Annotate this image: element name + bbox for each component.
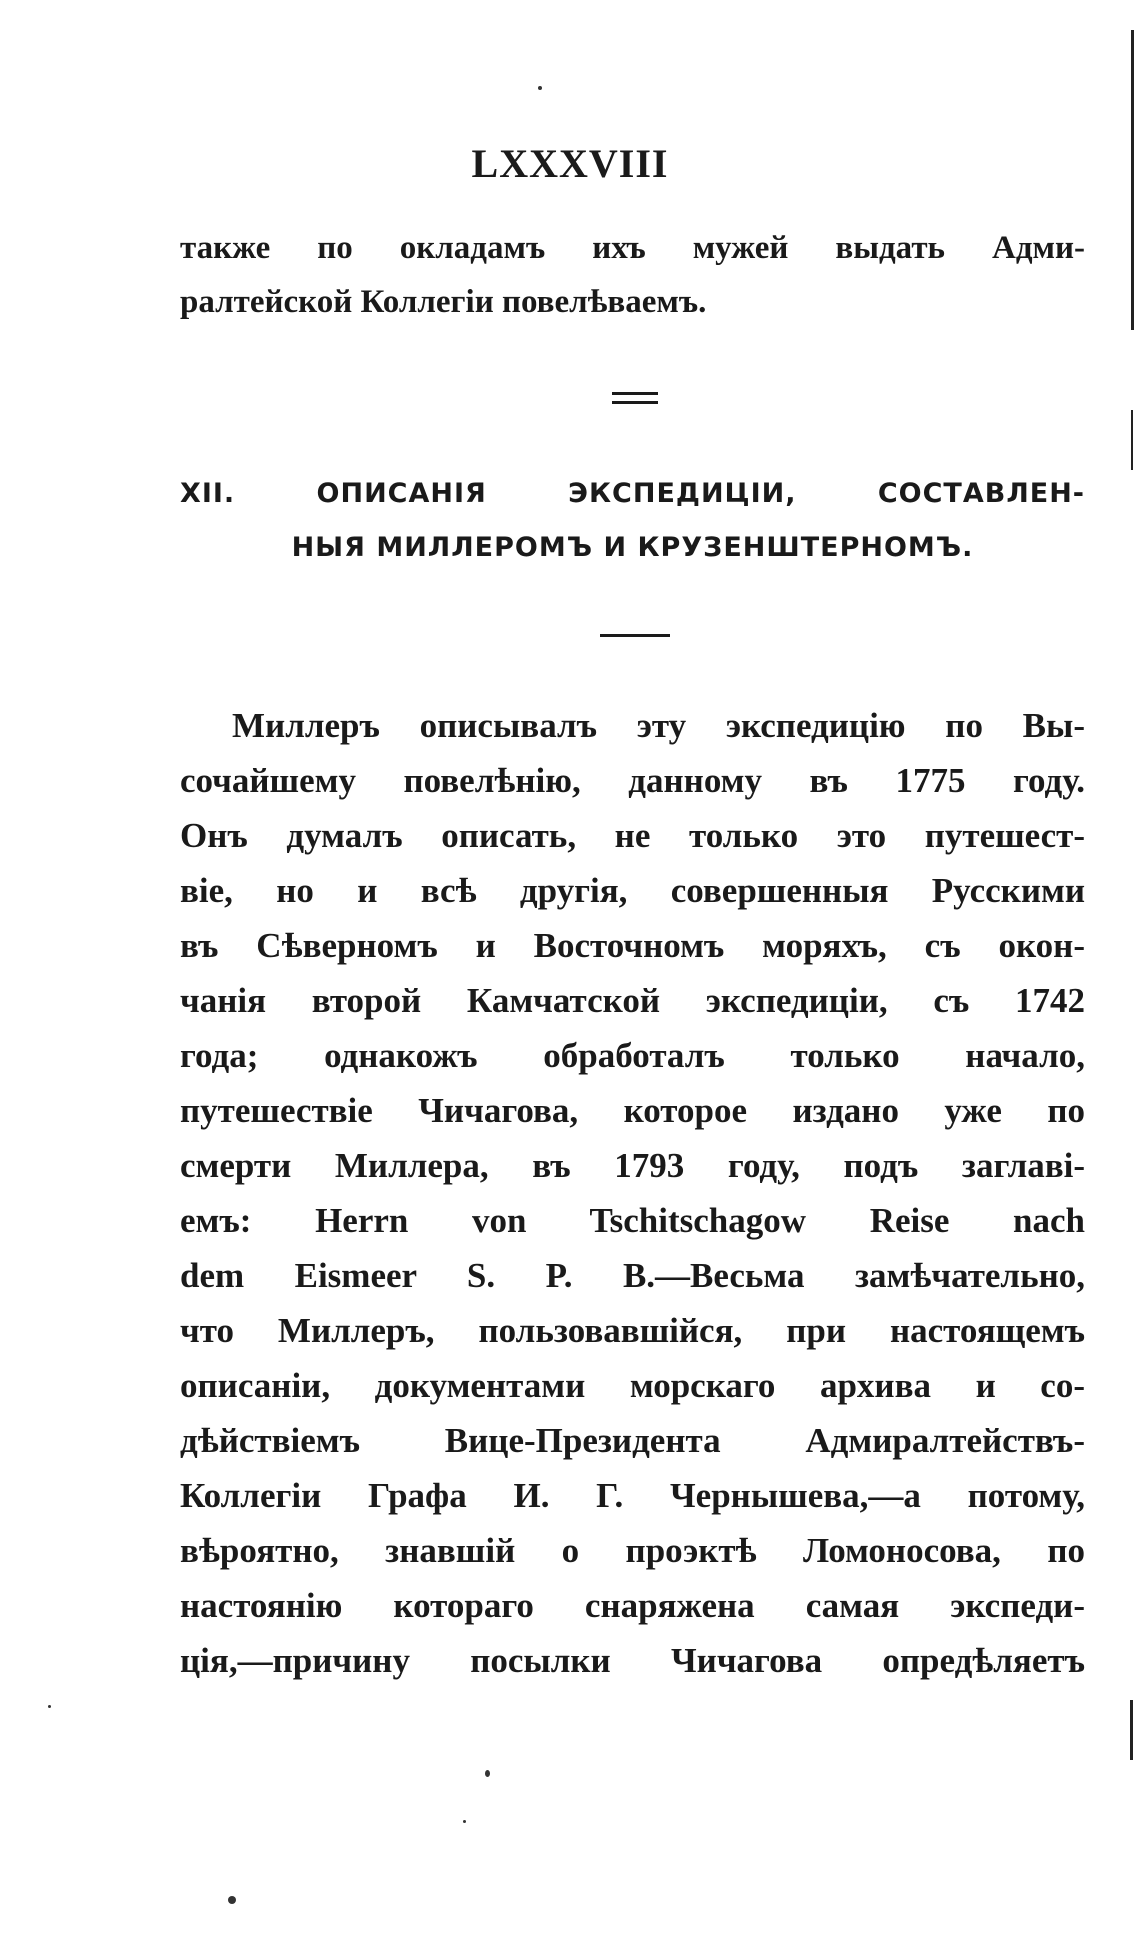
- body-line: путешествiе Чичагова, которое издано уже по: [180, 1091, 1085, 1130]
- body-line: dem Eismeer S. P. B.—Весьма замѣчательно,: [180, 1256, 1085, 1295]
- section-heading-line: XII. ОПИСАНIЯ ЭКСПЕДИЦIИ, СОСТАВЛЕН-: [180, 478, 1085, 509]
- scan-edge-mark: [1130, 1700, 1133, 1760]
- scan-speck: [463, 1820, 466, 1823]
- body-line: чанiя второй Камчатской экспедицiи, съ 1742: [180, 981, 1085, 1020]
- body-line: Миллеръ описывалъ эту экспедицiю по Вы-: [232, 706, 1085, 745]
- body-line: въ Сѣверномъ и Восточномъ моряхъ, съ окон-: [180, 926, 1085, 965]
- body-line: Онъ думалъ описать, не только это путешест-: [180, 816, 1085, 855]
- scan-edge-mark: [1131, 30, 1134, 330]
- body-line: сочайшему повелѣнiю, данному въ 1775 году.: [180, 761, 1085, 800]
- rule-divider: [600, 634, 670, 637]
- intro-line: ралтейской Коллегiи повелѣваемъ.: [180, 284, 707, 320]
- body-line: настоянiю котораго снаряжена самая экспеди-: [180, 1586, 1085, 1625]
- scan-edge-mark: [1131, 410, 1133, 470]
- body-line: цiя,—причину посылки Чичагова опредѣляетъ: [180, 1641, 1085, 1680]
- body-line: дѣйствiемъ Вице-Президента Адмиралтействъ-: [180, 1421, 1085, 1460]
- body-line: Коллегiи Графа И. Г. Чернышева,—а потому,: [180, 1476, 1085, 1515]
- body-line: смерти Миллера, въ 1793 году, подъ заглавi-: [180, 1146, 1085, 1185]
- scan-speck: [48, 1705, 51, 1708]
- scan-speck: [538, 86, 542, 90]
- body-line: что Миллеръ, пользовавшiйся, при настоящемъ: [180, 1311, 1085, 1350]
- body-line: вѣроятно, знавшiй о проэктѣ Ломоносова, по: [180, 1531, 1085, 1570]
- body-line: описанiи, документами морскаго архива и со-: [180, 1366, 1085, 1405]
- section-heading-line: НЫЯ МИЛЛЕРОМЪ И КРУЗЕНШТЕРНОМЪ.: [291, 532, 974, 563]
- double-rule-divider: [612, 392, 658, 404]
- body-line: вiе, но и всѣ другiя, совершенныя Русскими: [180, 871, 1085, 910]
- body-line: емъ: Herrn von Tschitschagow Reise nach: [180, 1201, 1085, 1240]
- page-number: LXXXVIII: [471, 141, 669, 186]
- body-line: года; однакожъ обработалъ только начало,: [180, 1036, 1085, 1075]
- intro-line: также по окладамъ ихъ мужей выдать Адми-: [180, 230, 1085, 266]
- scan-speck: [485, 1770, 490, 1777]
- scan-speck: [228, 1896, 236, 1904]
